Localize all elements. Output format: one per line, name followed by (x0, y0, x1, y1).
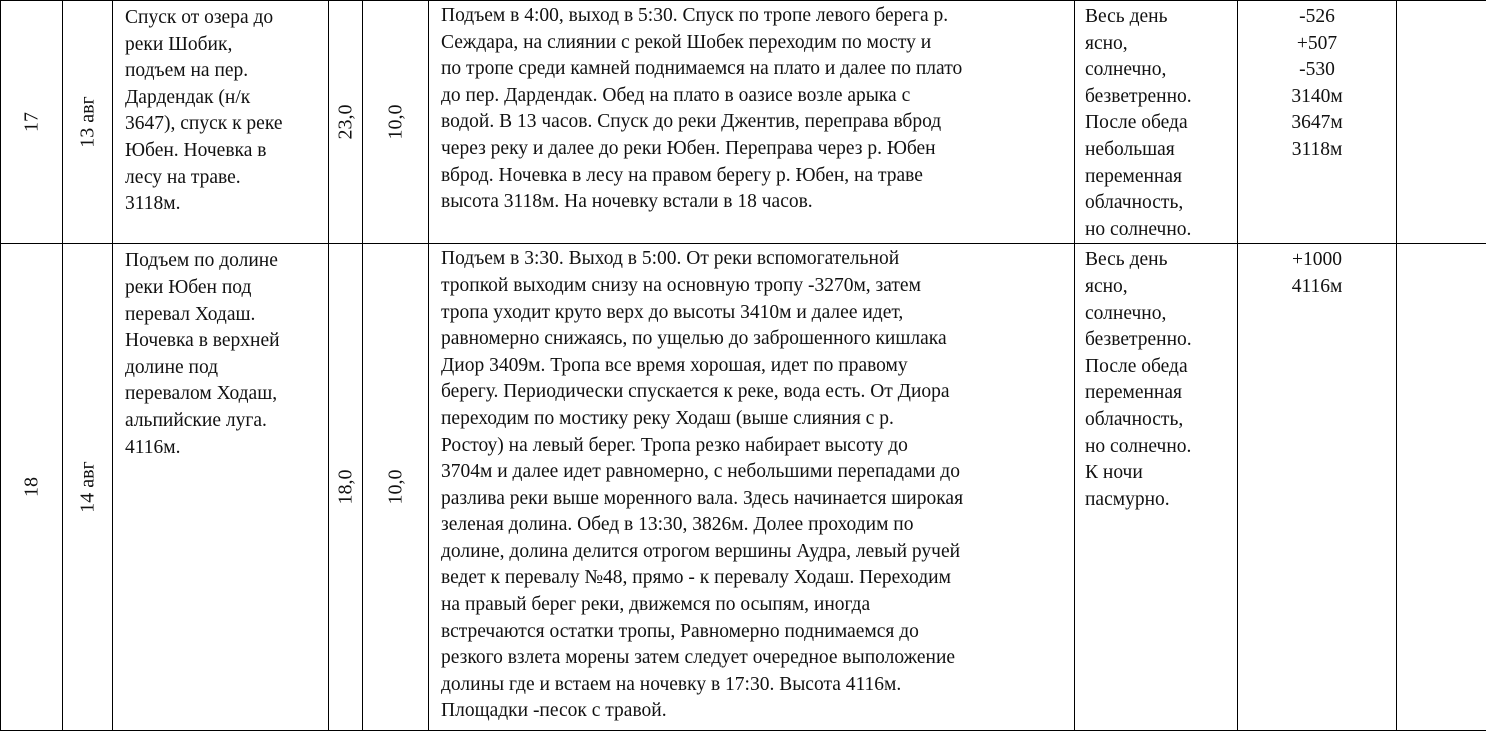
weather-line: Весь день (1085, 4, 1233, 31)
altitude-line: 3647м (1242, 110, 1392, 137)
route-line: Ночевка в верхней (125, 328, 322, 355)
distance-cell (329, 1, 363, 244)
date: 14 авг (74, 462, 101, 514)
description-line: переходим по мостику реку Ходаш (выше слияния с р. (441, 406, 1064, 433)
description-line: зеленая долина. Обед в 13:30, 3826м. Долее проходим по (441, 512, 1064, 539)
table-row (1, 244, 1486, 731)
weather-line: облачность, (1085, 407, 1233, 434)
description-line: по тропе среди камней поднимаемся на плато и далее по плато (441, 56, 1064, 83)
distance-cell (329, 244, 363, 731)
hours: 10,0 (382, 470, 409, 505)
description-line: резкого взлета морены затем следует очередное выположение (441, 645, 1064, 672)
route-line: реки Шобик, (125, 32, 322, 59)
description-line: Подъем в 4:00, выход в 5:30. Спуск по тропе левого берега р. (441, 3, 1064, 30)
route-line: перевал Ходаш. (125, 302, 322, 329)
route-cell (113, 244, 329, 731)
description-line: Ростоу) на левый берег. Тропа резко набирает высоту до (441, 433, 1064, 460)
hours: 10,0 (382, 105, 409, 140)
route-line: альпийские луга. (125, 408, 322, 435)
weather-line: но солнечно. (1085, 434, 1233, 461)
route-line: 4116м. (125, 435, 322, 462)
weather-line: небольшая (1085, 137, 1233, 164)
day-number: 18 (18, 477, 45, 497)
altitude-line: 4116м (1242, 274, 1392, 301)
weather-line: безветренно. (1085, 84, 1233, 111)
description-line: высота 3118м. На ночевку встали в 18 часов. (441, 189, 1064, 216)
description-line: Подъем в 3:30. Выход в 5:00. От реки вспомогательной (441, 246, 1064, 273)
description-line: Сеждара, на слиянии с рекой Шобек переходим по мосту и (441, 30, 1064, 57)
description-line: Диор 3409м. Тропа все время хорошая, идет по правому (441, 353, 1064, 380)
description-line: ведет к перевалу №48, прямо - к перевалу Ходаш. Переходим (441, 565, 1064, 592)
route-line: 3647), спуск к реке (125, 111, 322, 138)
route-line: перевалом Ходаш, (125, 381, 322, 408)
weather-line: Весь день (1085, 247, 1233, 274)
weather-cell (1075, 1, 1238, 244)
route-line: Юбен. Ночевка в (125, 138, 322, 165)
weather-line: К ночи (1085, 460, 1233, 487)
distance: 18,0 (332, 470, 359, 505)
weather-line: безветренно. (1085, 327, 1233, 354)
description-line: тропкой выходим снизу на основную тропу -3270м, затем (441, 273, 1064, 300)
route-line: лесу на траве. (125, 165, 322, 192)
description-line: до пер. Дардендак. Обед на плато в оазисе возле арыка с (441, 83, 1064, 110)
route-line: подъем на пер. (125, 58, 322, 85)
description-line: равномерно снижаясь, по ущелью до заброшенного кишлака (441, 326, 1064, 353)
altitude-line: -526 (1242, 4, 1392, 31)
date-cell (63, 244, 113, 731)
description-cell (429, 1, 1075, 244)
description-line: долины где и встаем на ночевку в 17:30. Высота 4116м. (441, 672, 1064, 699)
day-number: 17 (18, 112, 45, 132)
description-line: водой. В 13 часов. Спуск до реки Джентив, переправа вброд (441, 109, 1064, 136)
weather-line: После обеда (1085, 110, 1233, 137)
route-cell (113, 1, 329, 244)
notes-cell (1397, 1, 1486, 244)
weather-line: солнечно, (1085, 57, 1233, 84)
weather-line: пасмурно. (1085, 487, 1233, 514)
route-line: Подъем по долине (125, 248, 322, 275)
description-line: на правый берег реки, движемся по осыпям, иногда (441, 592, 1064, 619)
notes-cell (1397, 244, 1486, 731)
altitude-cell (1238, 244, 1397, 731)
description-line: тропа уходит круто верх до высоты 3410м и далее идет, (441, 300, 1064, 327)
altitude-line: +507 (1242, 31, 1392, 58)
altitude-line: +1000 (1242, 247, 1392, 274)
weather-line: ясно, (1085, 274, 1233, 301)
description-line: встречаются остатки тропы, Равномерно поднимаемся до (441, 619, 1064, 646)
weather-line: переменная (1085, 164, 1233, 191)
description-line: через реку и далее до реки Юбен. Переправа через р. Юбен (441, 136, 1064, 163)
weather-line: но солнечно. (1085, 217, 1233, 244)
description-line: 3704м и далее идет равномерно, с небольшими перепадами до (441, 459, 1064, 486)
weather-line: После обеда (1085, 354, 1233, 381)
weather-line: солнечно, (1085, 301, 1233, 328)
description-cell (429, 244, 1075, 731)
route-line: Дардендак (н/к (125, 85, 322, 112)
weather-cell (1075, 244, 1238, 731)
description-line: вброд. Ночевка в лесу на правом берегу р. Юбен, на траве (441, 163, 1064, 190)
day-number-cell (1, 1, 63, 244)
weather-line: ясно, (1085, 31, 1233, 58)
route-line: реки Юбен под (125, 275, 322, 302)
hours-cell (363, 244, 429, 731)
description-line: разлива реки выше моренного вала. Здесь начинается широкая (441, 486, 1064, 513)
distance: 23,0 (332, 105, 359, 140)
route-line: долине под (125, 355, 322, 382)
altitude-line: 3118м (1242, 137, 1392, 164)
description-line: берегу. Периодически спускается к реке, вода есть. От Диора (441, 379, 1064, 406)
weather-line: переменная (1085, 380, 1233, 407)
date-cell (63, 1, 113, 244)
table-row (1, 1, 1486, 244)
day-number-cell (1, 244, 63, 731)
description-line: Площадки -песок с травой. (441, 698, 1064, 725)
altitude-line: -530 (1242, 57, 1392, 84)
description-line: долине, долина делится отрогом вершины Аудра, левый ручей (441, 539, 1064, 566)
weather-line: облачность, (1085, 190, 1233, 217)
hours-cell (363, 1, 429, 244)
date: 13 авг (74, 96, 101, 148)
altitude-line: 3140м (1242, 84, 1392, 111)
route-line: Спуск от озера до (125, 5, 322, 32)
route-line: 3118м. (125, 191, 322, 218)
altitude-cell (1238, 1, 1397, 244)
